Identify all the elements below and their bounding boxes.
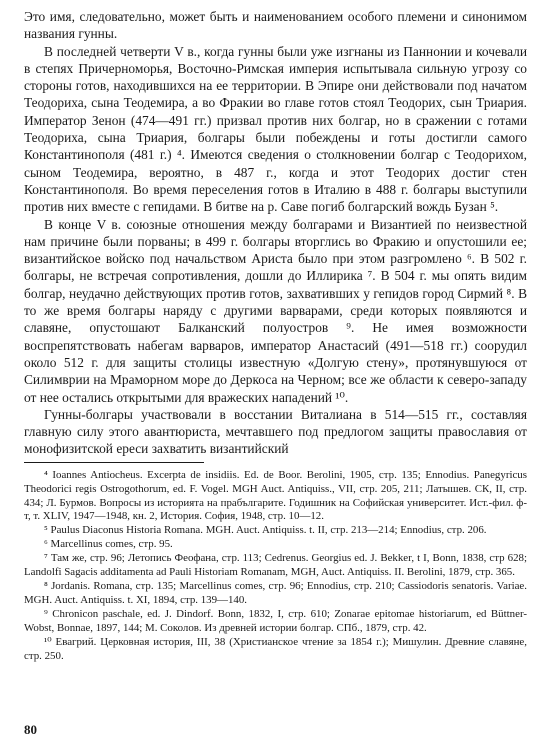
footnote: ⁵ Paulus Diaconus Historia Romana. MGH. Auct. Antiquiss. t. II, стр. 213—214; Ennodius, стр. 206.: [44, 524, 487, 537]
body-paragraph: Гунны-болгары участвовали в восстании Виталиана в 514—515 гг., составляя главную силу этого авантюриста, мечтавшего под предлогом защиты православия от монофизитской ереси захватить византийский: [24, 406, 527, 457]
footnote: ⁷ Там же, стр. 96; Летопись Феофана, стр. 113; Cedrenus. Georgius ed. J. Bekker, t I, Bonn, 1838, стр 628; Landolfi Sagacis additamenta ad Pauli Historiam Romanam, MGH, Auct. Antiquiss. II. Berolini, 1879, стр. 365.: [24, 552, 527, 579]
footnote: ⁹ Chronicon paschale, ed. J. Dindorf. Bonn, 1832, I, стр. 610; Zonarae epitomae historiarum, ed Büttner-Wobst, Bonnae, 1897, 144; М. Соколов. Из древней истории болгар. СПб., 1879, стр. 42.: [24, 607, 527, 634]
body-paragraph: В последней четверти V в., когда гунны были уже изгнаны из Паннонии и кочевали в степях Причерноморья, Восточно-Римская империя испытывала сильную угрозу со стороны готов, находившихся на ее территории. В Эпире они действовали под начатом Теодориха, сына Теодемира, а во Фракии во главе готов стоял Теодорих, сын Триария. Император Зенон (474—491 гг.) призвал против них болгар, но в сражении с готами Теодориха, сына Триария, болгары были побеждены и готы достигли самого Константинополя (481 г.) ⁴. Имеются сведения о столкновении болгар с Теодорихом, сыном Теодемира, вероятно, в 487 г., когда и этот Теодорих достиг стен Константинополя. Во время переселения готов в Италию в 488 г. болгары выступили против них вместе с гепидами. В битве на р. Саве погиб болгарский вождь Бузан ⁵.: [24, 43, 527, 215]
body-paragraph: Это имя, следовательно, может быть и наименованием особого племени и синонимом названия гунны.: [24, 9, 527, 42]
body-paragraph: В конце V в. союзные отношения между болгарами и Византией по неизвестной нам причине были порваны; в 499 г. болгары вторглись во Фракию и опустошили ее; византийское войско под начальством Ариста было при этом разгромлено ⁶. В 502 г. болгары, не встречая сопротивления, дошли до Иллирика ⁷. В 504 г. мы опять видим болгар, неудачно действующих против готов, захвативших у гепидов город Сирмий ⁸. В то же время болгары наряду с другими варварами, среди которых появляются и славяне, опустошают Балканский полуостров ⁹. Не имея возможности воспрепятствовать набегам варваров, император Анастасий (491—518 гг.) соорудил около 512 г. для защиты столицы известную «Долгую стену», протянувшуюся от Силимврии на Мраморном море до Деркоса на Черном; все же области к северо-западу от нее остались открытыми для вражеских нападений ¹⁰.: [24, 216, 527, 405]
footnote: ⁶ Marcellinus comes, стр. 95.: [44, 538, 173, 551]
footnote: ⁸ Jordanis. Romana, стр. 135; Marcellinus comes, стр. 96; Ennodius, стр. 210; Cassiodoris senatoris. Variae. MGH. Auct. Antiquiss. t. XI, 1894, стр. 139—140.: [24, 579, 527, 606]
footnote: ⁴ Ioannes Antiocheus. Excerpta de insidiis. Ed. de Boor. Berolini, 1905, стр. 135; Ennodius. Panegyricus Theodorici regis Ostrogothorum, ed. F. Vogel. MGH Auct. Antiquiss., VII, стр. 205, 211; Латышев. СК, II, стр. 434; Л. Бурмов. Вопросы из историята на прабългарите. Годишник на Софийская университет. Ист.-фил. ф-т, т. XLIV, 1947—1948, кн. 2, История. София, 1948, стр. 10—12.: [24, 468, 527, 523]
document-page: [24, 8, 527, 663]
footnote: ¹⁰ Евагрий. Церковная история, III, 38 (Христианское чтение за 1854 г.); Мишулин. Древние славяне, стр. 250.: [24, 635, 527, 662]
footnote-divider: [24, 462, 204, 463]
page-number: 80: [24, 722, 37, 737]
